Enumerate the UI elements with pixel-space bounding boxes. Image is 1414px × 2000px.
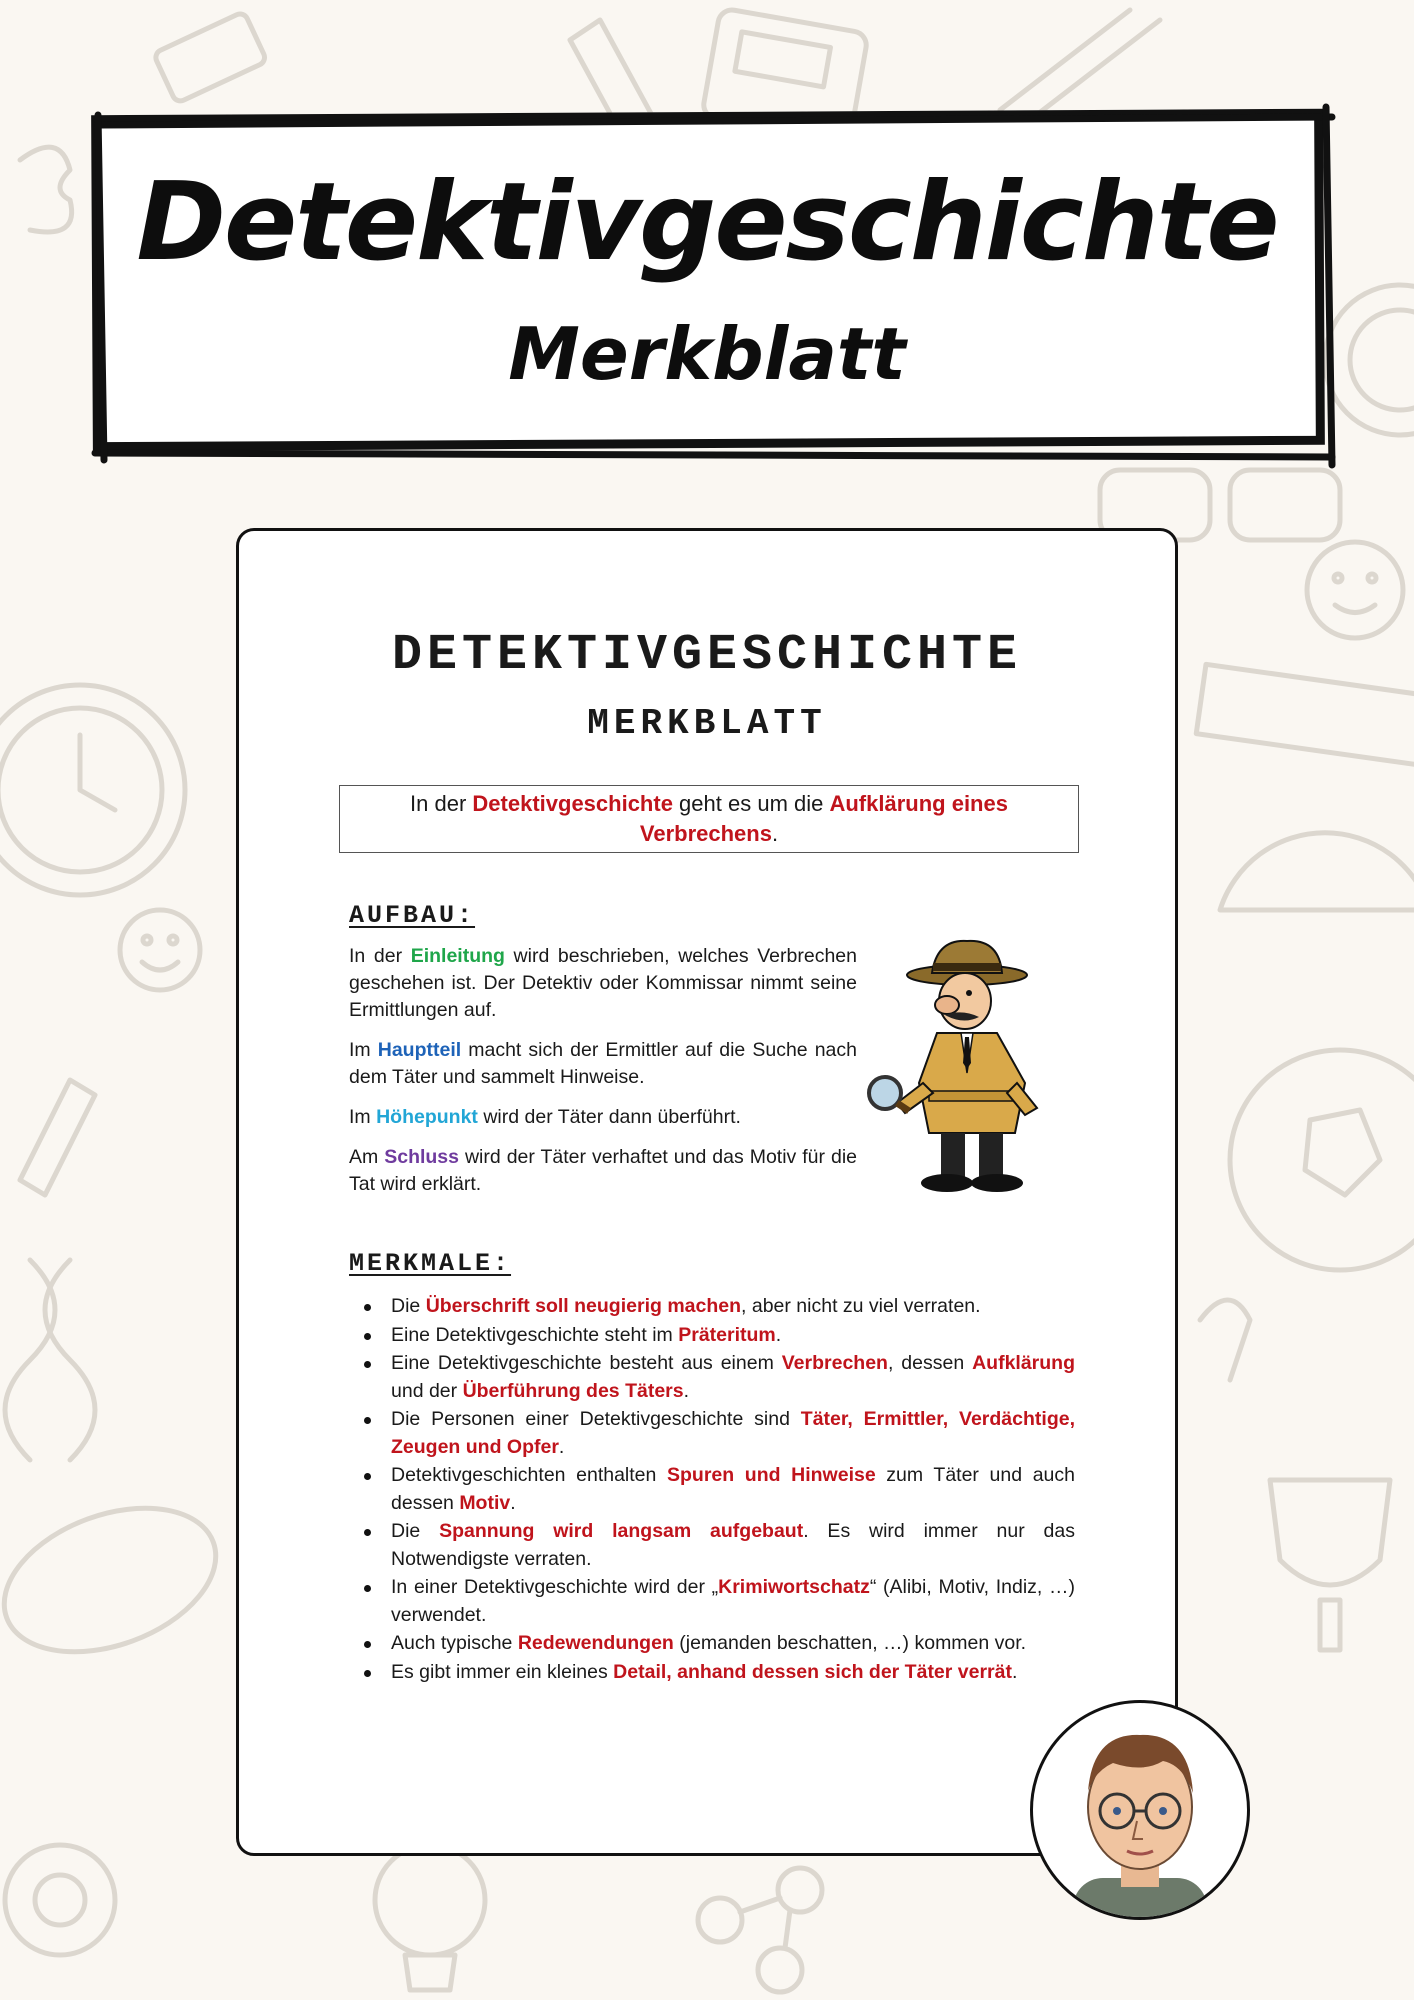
ruler-doodle xyxy=(1196,664,1414,765)
smiley-doodle-2 xyxy=(120,910,200,990)
merkmale-list xyxy=(355,1293,1075,1687)
clip-doodle xyxy=(1200,1300,1250,1380)
pencil-doodle-2 xyxy=(20,1080,95,1195)
dna-doodle xyxy=(5,1260,95,1460)
list-item xyxy=(391,1659,1075,1687)
keyword-schluss: Schluss xyxy=(384,1146,460,1168)
bulb-doodle xyxy=(375,1845,485,1990)
item-text: Eine Detektivgeschichte besteht aus einem xyxy=(391,1352,782,1374)
item-text: Eine Detektivgeschichte steht im xyxy=(391,1323,679,1346)
keyword-einleitung: Einleitung xyxy=(410,945,505,967)
aufbau-schluss xyxy=(349,1144,857,1198)
item-text: . xyxy=(510,1491,516,1514)
list-item xyxy=(391,1322,1075,1350)
smiley-doodle xyxy=(1307,542,1403,638)
trophy-doodle xyxy=(1270,1480,1390,1650)
intro-keyword-detektivgeschichte: Detektivgeschichte xyxy=(472,791,673,816)
item-keyword: Überführung des Täters xyxy=(462,1379,684,1402)
item-keyword: Motiv xyxy=(459,1491,511,1514)
banner-subtitle: Merkblatt xyxy=(508,312,906,396)
detective-illustration xyxy=(867,933,1079,1195)
list-item xyxy=(391,1462,1075,1517)
avatar-portrait-icon xyxy=(1033,1703,1247,1917)
aufbau-text: wird der Täter dann überführt. xyxy=(477,1106,741,1128)
item-text: In einer Detektivgeschichte wird der „ xyxy=(391,1576,719,1598)
intro-box xyxy=(339,785,1079,853)
tape-doodle xyxy=(5,1845,115,1955)
ball-doodle xyxy=(0,1481,236,1678)
item-keyword: Präteritum xyxy=(678,1323,776,1346)
item-keyword: Aufklärung xyxy=(972,1352,1075,1374)
football-doodle xyxy=(1230,1050,1414,1270)
keyword-hoehepunkt: Höhepunkt xyxy=(376,1106,478,1128)
item-keyword: Spannung wird langsam aufgebaut xyxy=(439,1520,804,1542)
item-text: Auch typische xyxy=(391,1632,518,1654)
molecule-doodle xyxy=(698,1868,822,1992)
item-keyword: Detail, anhand dessen sich der Täter verrät xyxy=(613,1660,1012,1683)
item-text: (jemanden beschatten, …) kommen vor. xyxy=(673,1632,1027,1654)
aufbau-hoehepunkt xyxy=(349,1104,857,1131)
aufbau-text: Im xyxy=(349,1106,377,1128)
item-keyword: Überschrift soll neugierig machen xyxy=(425,1295,742,1317)
aufbau-text: wird der Täter verhaftet und das Motiv für die Tat wird erklärt. xyxy=(349,1146,857,1195)
card-title: DETEKTIVGESCHICHTE xyxy=(391,627,1023,684)
item-text: Die xyxy=(391,1520,440,1542)
aufbau-text: macht sich der Ermittler auf die Suche nach dem Täter und sammelt Hinweise. xyxy=(349,1039,857,1088)
item-keyword: Täter, Ermittler, Verdächtige, Zeugen und Opfer xyxy=(391,1408,1075,1458)
intro-text: . xyxy=(771,821,779,846)
list-item xyxy=(391,1350,1075,1405)
aufbau-section xyxy=(349,943,857,1211)
item-text: und der xyxy=(391,1379,463,1402)
keyword-hauptteil: Hauptteil xyxy=(377,1039,462,1061)
item-keyword: Krimiwortschatz xyxy=(718,1576,870,1598)
item-text: “ (Alibi, Motiv, Indiz, …) verwendet. xyxy=(391,1576,1075,1626)
intro-text: geht es um die xyxy=(672,791,830,816)
intro-text: In der xyxy=(410,791,473,816)
item-text: , aber nicht zu viel verraten. xyxy=(741,1295,981,1317)
list-item xyxy=(391,1406,1075,1461)
aufbau-einleitung xyxy=(349,943,857,1024)
item-text: . Es wird immer nur das Notwendigste verraten. xyxy=(391,1520,1075,1570)
item-keyword: Verbrechen xyxy=(781,1352,888,1374)
item-text: zum Täter und auch dessen xyxy=(391,1464,1075,1514)
item-text: Es gibt immer ein kleines xyxy=(391,1660,614,1683)
aufbau-text: In der xyxy=(349,945,411,967)
list-item xyxy=(391,1293,1075,1321)
eraser-doodle xyxy=(153,11,267,103)
list-item xyxy=(391,1574,1075,1629)
intro-keyword-aufklaerung: Aufklärung eines Verbrechens xyxy=(639,791,1008,846)
aufbau-heading: AUFBAU: xyxy=(349,901,476,930)
item-text: Detektivgeschichten enthalten xyxy=(391,1464,667,1486)
pen-doodle xyxy=(1000,10,1160,120)
info-card xyxy=(236,528,1178,1856)
aufbau-text: Im xyxy=(349,1039,378,1061)
list-item xyxy=(391,1518,1075,1573)
item-text: , dessen xyxy=(887,1352,973,1374)
protractor-doodle xyxy=(1220,833,1414,910)
item-text: . xyxy=(775,1323,782,1346)
item-text: . xyxy=(558,1435,565,1458)
merkmale-heading: MERKMALE: xyxy=(349,1249,512,1278)
item-text: . xyxy=(1012,1660,1018,1683)
banner-title: Detektivgeschichte xyxy=(136,160,1278,285)
item-text: Die Personen einer Detektivgeschichte sind xyxy=(391,1408,801,1430)
clock-doodle xyxy=(0,685,185,895)
aufbau-hauptteil xyxy=(349,1037,857,1091)
item-keyword: Spuren und Hinweise xyxy=(667,1464,876,1486)
author-avatar xyxy=(1030,1700,1250,1920)
aufbau-text: wird beschrieben, welches Verbrechen geschehen ist. Der Detektiv oder Kommissar nimmt seine Ermittlungen auf. xyxy=(349,945,857,1021)
aufbau-text: Am xyxy=(349,1146,385,1168)
item-text: Die xyxy=(391,1295,426,1317)
list-item xyxy=(391,1630,1075,1658)
card-subtitle: MERKBLATT xyxy=(587,703,827,744)
item-text: . xyxy=(683,1379,690,1402)
item-keyword: Redewendungen xyxy=(517,1632,674,1654)
